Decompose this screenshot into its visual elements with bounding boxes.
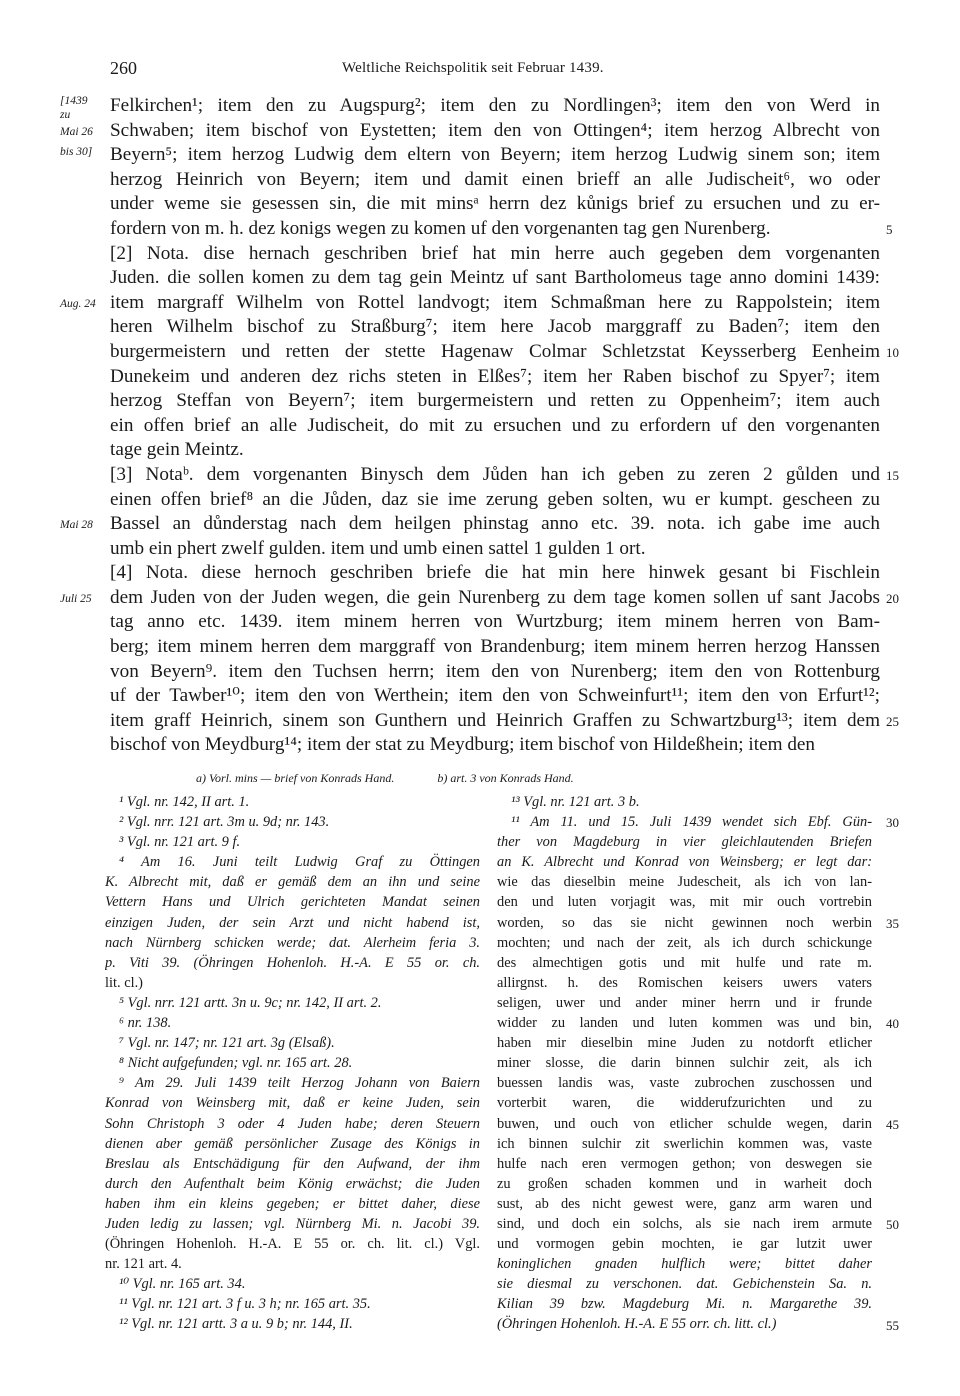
footnotes-left-column bbox=[105, 792, 480, 1335]
footnote-line: durch den Aufenthalt beim König erwächst; die Juden bbox=[105, 1175, 480, 1192]
footnote-line: lit. cl.) bbox=[105, 974, 143, 991]
line-number: 20 bbox=[886, 591, 899, 606]
text-line: von Beyern⁹. item den Tuchsen herrn; item den von Nurenberg; item den von Rottenburg bbox=[110, 660, 880, 682]
text-line: [4] Nota. diese hernoch geschriben briefe die hat min here hinwek gesant bi Fischlein bbox=[110, 562, 880, 584]
footnote-line: (Öhringen Hohenloh. H.-A. E 55 or. ch. lit. cl.) Vgl. bbox=[105, 1236, 480, 1253]
footnote-line: zu großen schaden kommen und in warheit doch bbox=[497, 1175, 872, 1192]
footnote-line: ² Vgl. nrr. 121 art. 3m u. 9d; nr. 143. bbox=[119, 814, 330, 831]
line-number: 25 bbox=[886, 714, 899, 729]
footnotes-right-column bbox=[497, 792, 872, 1335]
footnote-line: worden, so das sie nicht gewinnen noch werbin bbox=[497, 914, 872, 931]
text-line: fordern von m. h. dez konigs wegen zu komen uf den vorgenanten tag gen Nurenberg. bbox=[110, 217, 771, 239]
margin-date-note: Juli 25 bbox=[60, 593, 92, 605]
line-number: 10 bbox=[886, 345, 899, 360]
line-number: 30 bbox=[886, 815, 899, 831]
text-line: item graff Heinrich, sinem son Gunthern und Heinrich Graffen zu Schwartzburg¹³; item dem bbox=[110, 709, 880, 731]
text-line: under weme sie gesessen sin, die mit minsᵃ herrn dez kůnigs brief zu ersuchen und zu er- bbox=[110, 193, 880, 215]
footnote-line: hulfe nach eren vermogen gethon; von deswegen sie bbox=[497, 1155, 872, 1172]
text-line: tag anno etc. 1439. item minem herren von Wurtzburg; item minem herren von Bam- bbox=[110, 611, 880, 633]
footnote-line: ¹³ Vgl. nr. 121 art. 3 b. bbox=[511, 794, 640, 810]
footnote-line: ⁸ Nicht aufgefunden; vgl. nr. 165 art. 28. bbox=[119, 1055, 353, 1072]
footnote-line: ¹ Vgl. nr. 142, II art. 1. bbox=[119, 794, 250, 810]
line-number: 15 bbox=[886, 468, 899, 483]
text-line: ein offen brief an alle Judischeit, do mit zu ersuchen und zu erfordern uf den vorgenanten bbox=[110, 414, 880, 436]
text-line: bischof von Meydburg¹⁴; item der stat zu Meydburg; item bischof von Hildeßhein; item den bbox=[110, 734, 816, 756]
margin-date-note: Mai 28 bbox=[60, 519, 93, 532]
footnote-line: wie das dieselbin meine Judescheit, als ich von lan- bbox=[497, 874, 872, 891]
text-line: Beyern⁵; item herzog Ludwig dem eltern von Beyern; item herzog Ludwig sinem son; item bbox=[110, 144, 880, 166]
footnote-line: den und luten vorjagit was, mit mir ouch vortrebin bbox=[497, 894, 872, 911]
text-line: heren Wilhelm bischof zu Straßburg⁷; item here Jacob marggraff zu Baden⁷; item den bbox=[110, 316, 880, 338]
footnote-line: haben mir dieselbin mine Juden zu notdorft etlicher bbox=[497, 1035, 872, 1052]
footnote-line: ⁵ Vgl. nrr. 121 artt. 3n u. 9c; nr. 142, II art. 2. bbox=[119, 994, 382, 1011]
text-line: tage gein Meintz. bbox=[110, 439, 244, 461]
line-number: 55 bbox=[886, 1317, 899, 1333]
margin-date-note: Aug. 24 bbox=[60, 297, 96, 310]
running-title: Weltliche Reichspolitik seit Februar 1439. bbox=[342, 60, 604, 76]
text-line: uf der Tawber¹⁰; item den von Werthein; item den von Schweinfurt¹¹; item den von Erfurt¹²; bbox=[110, 685, 880, 707]
text-line: Juden. die sollen komen zu dem tag gein Meintz uf sant Bartholomeus tage anno domini 1439: bbox=[110, 267, 880, 289]
page-header bbox=[110, 58, 880, 82]
text-line: einen offen brief⁸ an die Jůden, daz sie ime zerung geben solten, wu er kumpt. gescheen zu bbox=[110, 488, 880, 510]
footnote-line: Kilian 39 bzw. Magdeburg Mi. n. Margarethe 39. bbox=[497, 1296, 872, 1313]
footnote-line: p. Viti 39. (Öhringen Hohenloh. H.-A. E 55 or. ch. bbox=[105, 954, 480, 971]
footnote-line: Vettern Hans und Ulrich gerichteten Mandat seinen bbox=[105, 894, 480, 911]
line-number: 50 bbox=[886, 1217, 899, 1233]
footnote-line: ⁴ Am 16. Juni teilt Ludwig Graf zu Öttingen bbox=[119, 854, 480, 871]
footnote-line: Juden ledig zu lassen; vgl. Nürnberg Mi. n. Jacobi 39. bbox=[105, 1215, 480, 1232]
footnote-line: Sohn Christoph 3 oder 4 Juden habe; deren Steuern bbox=[105, 1115, 480, 1132]
footnote-line: und vormogen gebin mochten, ie gar lutzit uwer bbox=[497, 1236, 872, 1253]
footnote-line: allirgnst. h. des Romischen keisers uwers vaters bbox=[497, 974, 872, 991]
footnote-line: ⁶ nr. 138. bbox=[119, 1015, 172, 1032]
footnote-line: K. Albrecht mit, daß er gemäß dem an ihn und seine bbox=[105, 874, 480, 891]
footnote-line: miner slosse, die darin binnen sulchir zeit, als ich bbox=[497, 1055, 872, 1072]
footnote-line: (Öhringen Hohenloh. H.-A. E 55 orr. ch. litt. cl.) bbox=[497, 1316, 777, 1333]
footnote-line: koninglichen gnaden hulflich were; bittet daher bbox=[497, 1256, 872, 1273]
footnote-line: widder zu landen und luten kommen was und bin, bbox=[497, 1015, 872, 1032]
line-number: 35 bbox=[886, 915, 899, 931]
footnote-line: ich binnen sulchir zit swerlichin kommen was, vaste bbox=[497, 1135, 872, 1152]
footnote-line: nr. 121 art. 4. bbox=[105, 1256, 182, 1273]
text-line: herzog Steffan von Beyern⁷; item burgermeistern und retten zu Oppenheim⁷; item auch bbox=[110, 390, 880, 412]
margin-date-note: bis 30] bbox=[60, 146, 93, 159]
footnote-line: an K. Albrecht und Konrad von Weinsberg; er legt dar: bbox=[497, 854, 872, 871]
line-number: 5 bbox=[886, 222, 893, 237]
footnote-line: ther von Magdeburg in vier gleichlautenden Briefen bbox=[497, 834, 872, 851]
apparatus-note-b: b) art. 3 von Konrads Hand. bbox=[437, 771, 574, 785]
footnote-line: ¹¹ Am 11. und 15. Juli 1439 wendet sich Ebf. Gün- bbox=[511, 814, 872, 831]
page-number: 260 bbox=[110, 58, 137, 78]
footnote-line: mochten; und nach der zeit, als ich durch schickunge bbox=[497, 934, 872, 951]
footnote-line: dienen aber gemäß persönlicher Zusage des Königs in bbox=[105, 1135, 480, 1152]
footnote-line: buwen, und ouch von etlicher schulde wegen, darin bbox=[497, 1115, 872, 1132]
footnote-line: sust, ab des nicht gewest were, ganz arm waren und bbox=[497, 1195, 872, 1212]
text-line: [3] Notaᵇ. dem vorgenanten Binysch dem Jůden han ich geben zu zeren 2 gůlden und bbox=[110, 463, 880, 485]
main-text-body bbox=[110, 94, 880, 758]
critical-apparatus bbox=[196, 770, 896, 786]
text-line: herzog Heinrich von Beyern; item und damit einen brieff an alle Judischeit⁶, wo oder bbox=[110, 168, 880, 190]
footnote-line: ¹⁰ Vgl. nr. 165 art. 34. bbox=[119, 1276, 246, 1293]
text-line: Felkirchen¹; item den zu Augspurg²; item den zu Nordlingen³; item den von Werd in bbox=[110, 95, 880, 116]
footnote-line: ³ Vgl. nr. 121 art. 9 f. bbox=[119, 834, 241, 851]
margin-date-note: Mai 26 bbox=[60, 125, 93, 138]
footnote-line: des almechtigen gotis und mit hulfe und rate m. bbox=[497, 954, 872, 971]
footnote-line: ⁷ Vgl. nr. 147; nr. 121 art. 3g (Elsaß). bbox=[119, 1035, 335, 1052]
footnote-line: Breslau als Entschädigung für den Aufwand, der ihm bbox=[105, 1155, 480, 1172]
margin-date-note: zu bbox=[60, 109, 71, 121]
apparatus-note-a: a) Vorl. mins — brief von Konrads Hand. bbox=[196, 771, 395, 785]
footnote-line: ¹² Vgl. nr. 121 artt. 3 a u. 9 b; nr. 144, II. bbox=[119, 1316, 353, 1333]
text-line: umb ein phert zwelf gulden. item und umb einen sattel 1 gulden 1 ort. bbox=[110, 537, 646, 559]
text-line: berg; item minem herren dem marggraff von Brandenburg; item minem herren herzog Hanssen bbox=[110, 636, 880, 658]
text-line: dem Juden von der Juden wegen, die gein Nurenberg zu dem tage komen sollen uf sant Jacobs bbox=[110, 586, 880, 608]
line-number: 40 bbox=[886, 1016, 899, 1032]
footnote-line: ¹¹ Vgl. nr. 121 art. 3 f u. 3 h; nr. 165 art. 35. bbox=[119, 1296, 371, 1313]
footnote-line: buessen landis was, vaste zubrochen zuschossen und bbox=[497, 1075, 872, 1092]
text-line: Bassel an důnderstag nach dem heilgen phinstag anno etc. 39. nota. ich gabe ime auch bbox=[110, 513, 880, 535]
text-line: burgermeistern und retten der stette Hagenaw Colmar Schletzstat Keysserberg Eenheim bbox=[110, 340, 880, 362]
footnote-line: einzigen Juden, der sein Arzt und nicht habend ist, bbox=[105, 914, 480, 931]
footnote-line: Konrad von Weinsberg mit, daß er keine Juden, sein bbox=[105, 1095, 480, 1112]
footnote-line: sind, und doch ein solchs, als sie nach irem armute bbox=[497, 1215, 872, 1232]
margin-date-note: [1439 bbox=[60, 95, 88, 107]
footnote-line: seligen, uwer und ander miner herrn und ir frunde bbox=[497, 994, 872, 1011]
text-line: Schwaben; item bischof von Eystetten; item den von Ottingen⁴; item herzog Albrecht von bbox=[110, 119, 880, 141]
text-line: [2] Nota. dise hernach geschriben brief hat min herre auch gegeben dem vorgenanten bbox=[110, 242, 880, 264]
footnote-line: sie diesmal zu verschonen. dat. Gebichenstein Sa. n. bbox=[497, 1276, 872, 1293]
footnote-line: haben ihm ein kleins gegeben; er bittet daher, diese bbox=[105, 1195, 480, 1212]
footnote-line: vorterbit waren, die widderufzurichten und zu bbox=[497, 1095, 872, 1112]
text-line: Dunekeim und anderen dez richs steten in Elßes⁷; item her Raben bischof zu Spyer⁷; item bbox=[110, 365, 880, 387]
text-line: item margraff Wilhelm von Rottel landvogt; item Schmaßman here zu Rappolstein; item bbox=[110, 291, 880, 313]
line-number: 45 bbox=[886, 1116, 899, 1132]
footnote-line: nach Nürnberg schicken werde; dat. Alerheim feria 3. bbox=[105, 934, 480, 951]
footnote-line: ⁹ Am 29. Juli 1439 teilt Herzog Johann von Baiern bbox=[119, 1075, 480, 1092]
